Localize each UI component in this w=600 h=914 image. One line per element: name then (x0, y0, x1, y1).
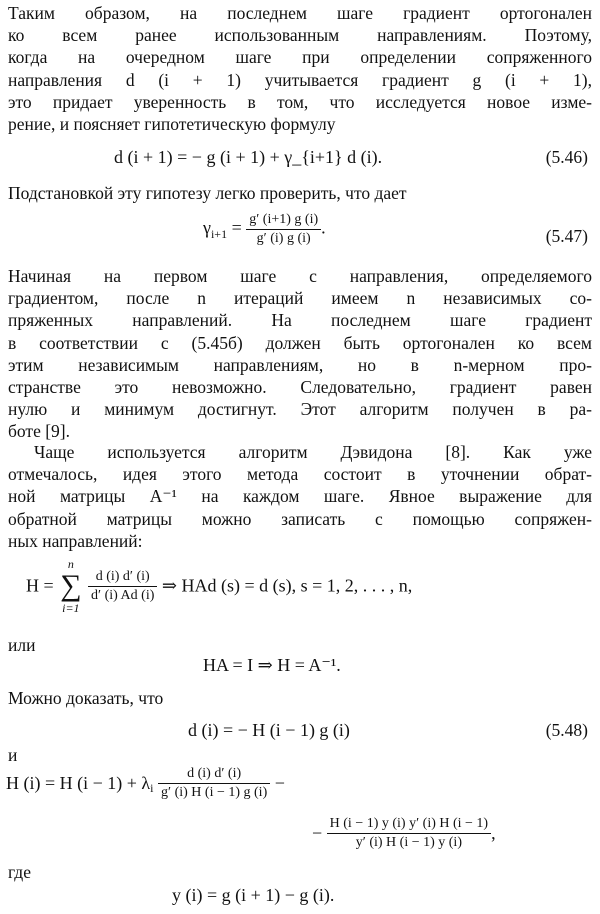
text-line: градиентом, после n итераций имеем n независимых со- (8, 288, 592, 309)
text-line: ных направлений: (8, 530, 143, 551)
numerator: d (i) d′ (i) (158, 766, 270, 784)
text-line: нулю и минимум достигнут. Этот алгоритм получен в ра- (8, 399, 592, 420)
numerator: g′ (i+1) g (i) (246, 212, 321, 230)
text-line: Чаще используется алгоритм Дэвидона [8]. Как уже (34, 442, 592, 462)
fraction (327, 816, 491, 851)
text-line: Таким образом, на последнем шаге градиент ортогонален (8, 3, 592, 23)
numerator: d (i) d′ (i) (88, 569, 157, 587)
equation-rhs: ⇒ HAd (s) = d (s), s = 1, 2, . . . , n, (161, 575, 413, 596)
word-i: и (8, 745, 18, 765)
equation-number: (5.47) (545, 226, 588, 246)
word-ili: или (8, 635, 36, 655)
equation-number: (5.46) (545, 147, 588, 167)
equation-y: y (i) = g (i + 1) − g (i). (172, 885, 335, 905)
fraction (158, 766, 270, 801)
summation (60, 557, 81, 615)
equation-5-46 (114, 147, 382, 168)
equation-body: d (i + 1) = − g (i + 1) + γ_{i+1} d (i). (114, 147, 383, 167)
text-line: этим независимым направлениям, но в n-мерном про- (8, 354, 592, 375)
sum-lower-limit: i=1 (62, 601, 80, 615)
equation-5-47: $\gamma_{i+1}$ = $\frac{g' (i+1) g (i)}{g' (i) g (i)}$ . (203, 212, 326, 246)
gamma-symbol: γ (203, 217, 211, 238)
text-line: когда на очередном шаге при определении сопряженного (8, 47, 592, 68)
text-line: странстве это невозможно. Следовательно, градиент равен (8, 377, 592, 398)
denominator: g′ (i) H (i − 1) g (i) (161, 785, 268, 800)
sum-upper-limit: n (67, 557, 74, 571)
h-lhs: H (26, 575, 39, 596)
gamma-subscript: i+1 (210, 227, 228, 242)
equation-h-update: H (i) = H $(i - 1) + \lambda_i$ $\frac{d (i) d' (i)}{g' (i) H (i - 1) g (i)}$ − (6, 766, 285, 800)
paragraph-1 (8, 2, 592, 135)
text-line: направления d (i + 1) учитывается градиент g (i + 1), (8, 69, 592, 90)
text-line: ной матрицы A⁻¹ на каждом шаге. Явное выражение для (8, 486, 592, 507)
paragraph-3 (8, 265, 592, 443)
paragraph-2 (8, 182, 592, 204)
equation-ha: HA = I ⇒ H = A⁻¹. (203, 655, 341, 675)
text-line: ко всем ранее использованным направлениям. Поэтому, (8, 25, 592, 46)
lambda-subscript: i (150, 781, 154, 796)
equation-5-48: d (i) = − H (i − 1) g (i) (188, 720, 350, 740)
word-gde: где (8, 862, 31, 882)
denominator: g′ (i) g (i) (256, 231, 311, 246)
text-line: в соответствии с (5.45б) должен быть ортогонален ко всем (8, 332, 592, 353)
numerator: H (i − 1) y (i) y′ (i) H (i − 1) (327, 816, 491, 834)
fraction (88, 569, 157, 604)
text-line: отмечалось, идея этого метода состоит в уточнении обрат- (8, 464, 592, 485)
text-line: это придает уверенность в том, что исследуется новое изме- (8, 91, 592, 112)
fraction (246, 212, 321, 247)
equation-h-sum: H = n ∑ i=1 $\frac{d (i) d' (i)}{d' (i) Ad (i)}$ ⇒ HAd (s) = d (s), s = 1, 2, . . . , n, (26, 557, 413, 615)
text-line: рение, и поясняет гипотетическую формулу (8, 114, 336, 135)
paragraph-5: Можно доказать, что (8, 688, 164, 708)
paragraph-4 (8, 441, 592, 552)
denominator: y′ (i) H (i − 1) y (i) (355, 835, 462, 850)
update-lhs: H (i) = H (i − 1) + λ (6, 773, 151, 793)
equation-h-update-cont: − $\frac{H (i - 1) y (i) y' (i) H (i - 1)}{y' (i) H (i - 1) y (i)}$ , (312, 816, 496, 850)
text-line: обратной матрицы можно записать с помощью сопряжен- (8, 508, 592, 529)
text-line: пряженных направлений. На последнем шаге градиент (8, 310, 592, 331)
denominator: d′ (i) Ad (i) (91, 587, 155, 603)
equation-number: (5.48) (545, 720, 588, 740)
sigma-symbol: ∑ (60, 569, 82, 602)
text-line: боте [9]. (8, 421, 70, 442)
text-line: Начиная на первом шаге с направления, определяемого (8, 266, 592, 286)
text-line: Подстановкой эту гипотезу легко проверить, что дает (8, 183, 407, 203)
